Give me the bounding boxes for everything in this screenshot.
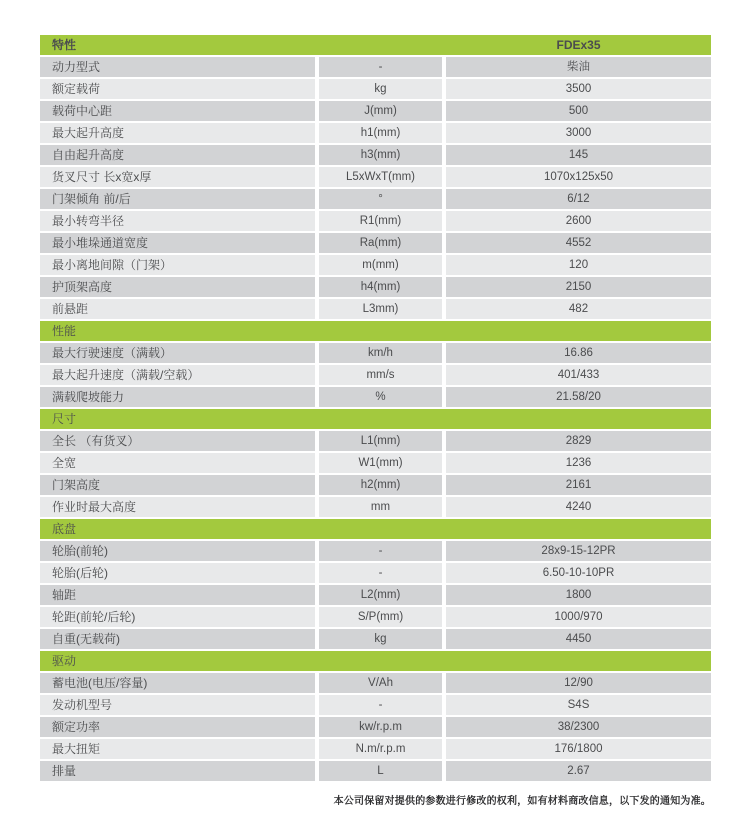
- row-unit: kw/r.p.m: [319, 717, 442, 737]
- table-row: [40, 123, 711, 143]
- row-value: S4S: [446, 695, 711, 715]
- row-value: 4552: [446, 233, 711, 253]
- row-value: 柴油: [446, 57, 711, 77]
- table-row: [40, 211, 711, 231]
- row-value: 2600: [446, 211, 711, 231]
- row-value: 2.67: [446, 761, 711, 781]
- row-unit: -: [319, 541, 442, 561]
- row-value: 482: [446, 299, 711, 319]
- row-value: 12/90: [446, 673, 711, 693]
- row-unit: R1(mm): [319, 211, 442, 231]
- row-value: 6/12: [446, 189, 711, 209]
- row-unit: mm: [319, 497, 442, 517]
- section-header-row: [40, 651, 711, 671]
- row-label: 前悬距: [40, 299, 315, 319]
- table-row: [40, 57, 711, 77]
- spec-table: [40, 35, 711, 783]
- table-header-row: [40, 35, 711, 55]
- row-value: 2161: [446, 475, 711, 495]
- row-value: 1800: [446, 585, 711, 605]
- row-unit: °: [319, 189, 442, 209]
- row-value: 38/2300: [446, 717, 711, 737]
- row-label: 动力型式: [40, 57, 315, 77]
- table-row: [40, 739, 711, 759]
- row-label: 最大行驶速度（满载）: [40, 343, 315, 363]
- row-label: 蓄电池(电压/容量): [40, 673, 315, 693]
- row-unit: h3(mm): [319, 145, 442, 165]
- table-row: [40, 453, 711, 473]
- row-label: 额定功率: [40, 717, 315, 737]
- row-value: 3000: [446, 123, 711, 143]
- table-row: [40, 431, 711, 451]
- table-row: [40, 365, 711, 385]
- row-unit: kg: [319, 629, 442, 649]
- table-row: [40, 167, 711, 187]
- row-label: 额定载荷: [40, 79, 315, 99]
- row-label: 最大起升高度: [40, 123, 315, 143]
- table-row: [40, 277, 711, 297]
- table-row: [40, 233, 711, 253]
- table-row: [40, 673, 711, 693]
- section-label: 底盘: [52, 522, 77, 536]
- row-value: 4240: [446, 497, 711, 517]
- row-unit: N.m/r.p.m: [319, 739, 442, 759]
- row-label: 发动机型号: [40, 695, 315, 715]
- row-unit: -: [319, 695, 442, 715]
- row-value: 28x9-15-12PR: [446, 541, 711, 561]
- row-value: 176/1800: [446, 739, 711, 759]
- row-unit: L: [319, 761, 442, 781]
- footer-note: 本公司保留对提供的参数进行修改的权利，如有材料商改信息，以下发的通知为准。: [333, 796, 711, 807]
- table-row: [40, 607, 711, 627]
- row-label: 轴距: [40, 585, 315, 605]
- table-header-feature-label: 特性: [52, 38, 77, 52]
- row-unit: S/P(mm): [319, 607, 442, 627]
- row-unit: L2(mm): [319, 585, 442, 605]
- row-label: 门架倾角 前/后: [40, 189, 315, 209]
- row-unit: %: [319, 387, 442, 407]
- row-label: 轮距(前轮/后轮): [40, 607, 315, 627]
- row-label: 作业时最大高度: [40, 497, 315, 517]
- row-label: 最小离地间隙（门架）: [40, 255, 315, 275]
- table-row: [40, 101, 711, 121]
- table-row: [40, 189, 711, 209]
- row-unit: L3mm): [319, 299, 442, 319]
- row-label: 自重(无载荷): [40, 629, 315, 649]
- row-unit: km/h: [319, 343, 442, 363]
- row-unit: h1(mm): [319, 123, 442, 143]
- row-label: 载荷中心距: [40, 101, 315, 121]
- table-row: [40, 145, 711, 165]
- row-value: 1236: [446, 453, 711, 473]
- row-label: 轮胎(后轮): [40, 563, 315, 583]
- table-row: [40, 695, 711, 715]
- row-unit: -: [319, 563, 442, 583]
- row-unit: kg: [319, 79, 442, 99]
- row-unit: V/Ah: [319, 673, 442, 693]
- section-header-row: [40, 321, 711, 341]
- row-value: 500: [446, 101, 711, 121]
- section-header-row: [40, 519, 711, 539]
- row-unit: h2(mm): [319, 475, 442, 495]
- table-row: [40, 387, 711, 407]
- row-label: 最小堆垛通道宽度: [40, 233, 315, 253]
- table-body: [40, 57, 711, 781]
- row-label: 自由起升高度: [40, 145, 315, 165]
- row-value: 2829: [446, 431, 711, 451]
- row-value: 4450: [446, 629, 711, 649]
- row-unit: mm/s: [319, 365, 442, 385]
- row-unit: m(mm): [319, 255, 442, 275]
- table-row: [40, 629, 711, 649]
- row-unit: -: [319, 57, 442, 77]
- section-label: 性能: [52, 324, 77, 338]
- row-label: 轮胎(前轮): [40, 541, 315, 561]
- row-value: 401/433: [446, 365, 711, 385]
- row-unit: J(mm): [319, 101, 442, 121]
- table-row: [40, 585, 711, 605]
- table-row: [40, 761, 711, 781]
- row-value: 120: [446, 255, 711, 275]
- table-header-model-label: FDEx35: [556, 38, 601, 52]
- row-label: 最大扭矩: [40, 739, 315, 759]
- row-label: 门架高度: [40, 475, 315, 495]
- row-unit: W1(mm): [319, 453, 442, 473]
- row-unit: L1(mm): [319, 431, 442, 451]
- table-row: [40, 255, 711, 275]
- row-label: 最小转弯半径: [40, 211, 315, 231]
- row-value: 3500: [446, 79, 711, 99]
- row-value: 145: [446, 145, 711, 165]
- table-row: [40, 299, 711, 319]
- row-unit: Ra(mm): [319, 233, 442, 253]
- row-value: 1000/970: [446, 607, 711, 627]
- row-label: 全长 （有货叉）: [40, 431, 315, 451]
- row-value: 16.86: [446, 343, 711, 363]
- row-value: 1070x125x50: [446, 167, 711, 187]
- section-header-row: [40, 409, 711, 429]
- row-label: 排量: [40, 761, 315, 781]
- row-unit: h4(mm): [319, 277, 442, 297]
- table-row: [40, 343, 711, 363]
- table-row: [40, 541, 711, 561]
- row-label: 满载爬坡能力: [40, 387, 315, 407]
- row-unit: L5xWxT(mm): [319, 167, 442, 187]
- row-value: 2150: [446, 277, 711, 297]
- row-value: 21.58/20: [446, 387, 711, 407]
- table-row: [40, 497, 711, 517]
- section-label: 驱动: [52, 654, 77, 668]
- row-label: 护顶架高度: [40, 277, 315, 297]
- row-value: 6.50-10-10PR: [446, 563, 711, 583]
- table-row: [40, 717, 711, 737]
- row-label: 最大起升速度（满载/空载）: [40, 365, 315, 385]
- row-label: 货叉尺寸 长x宽x厚: [40, 167, 315, 187]
- table-row: [40, 563, 711, 583]
- section-label: 尺寸: [52, 412, 77, 426]
- row-label: 全宽: [40, 453, 315, 473]
- table-row: [40, 475, 711, 495]
- table-row: [40, 79, 711, 99]
